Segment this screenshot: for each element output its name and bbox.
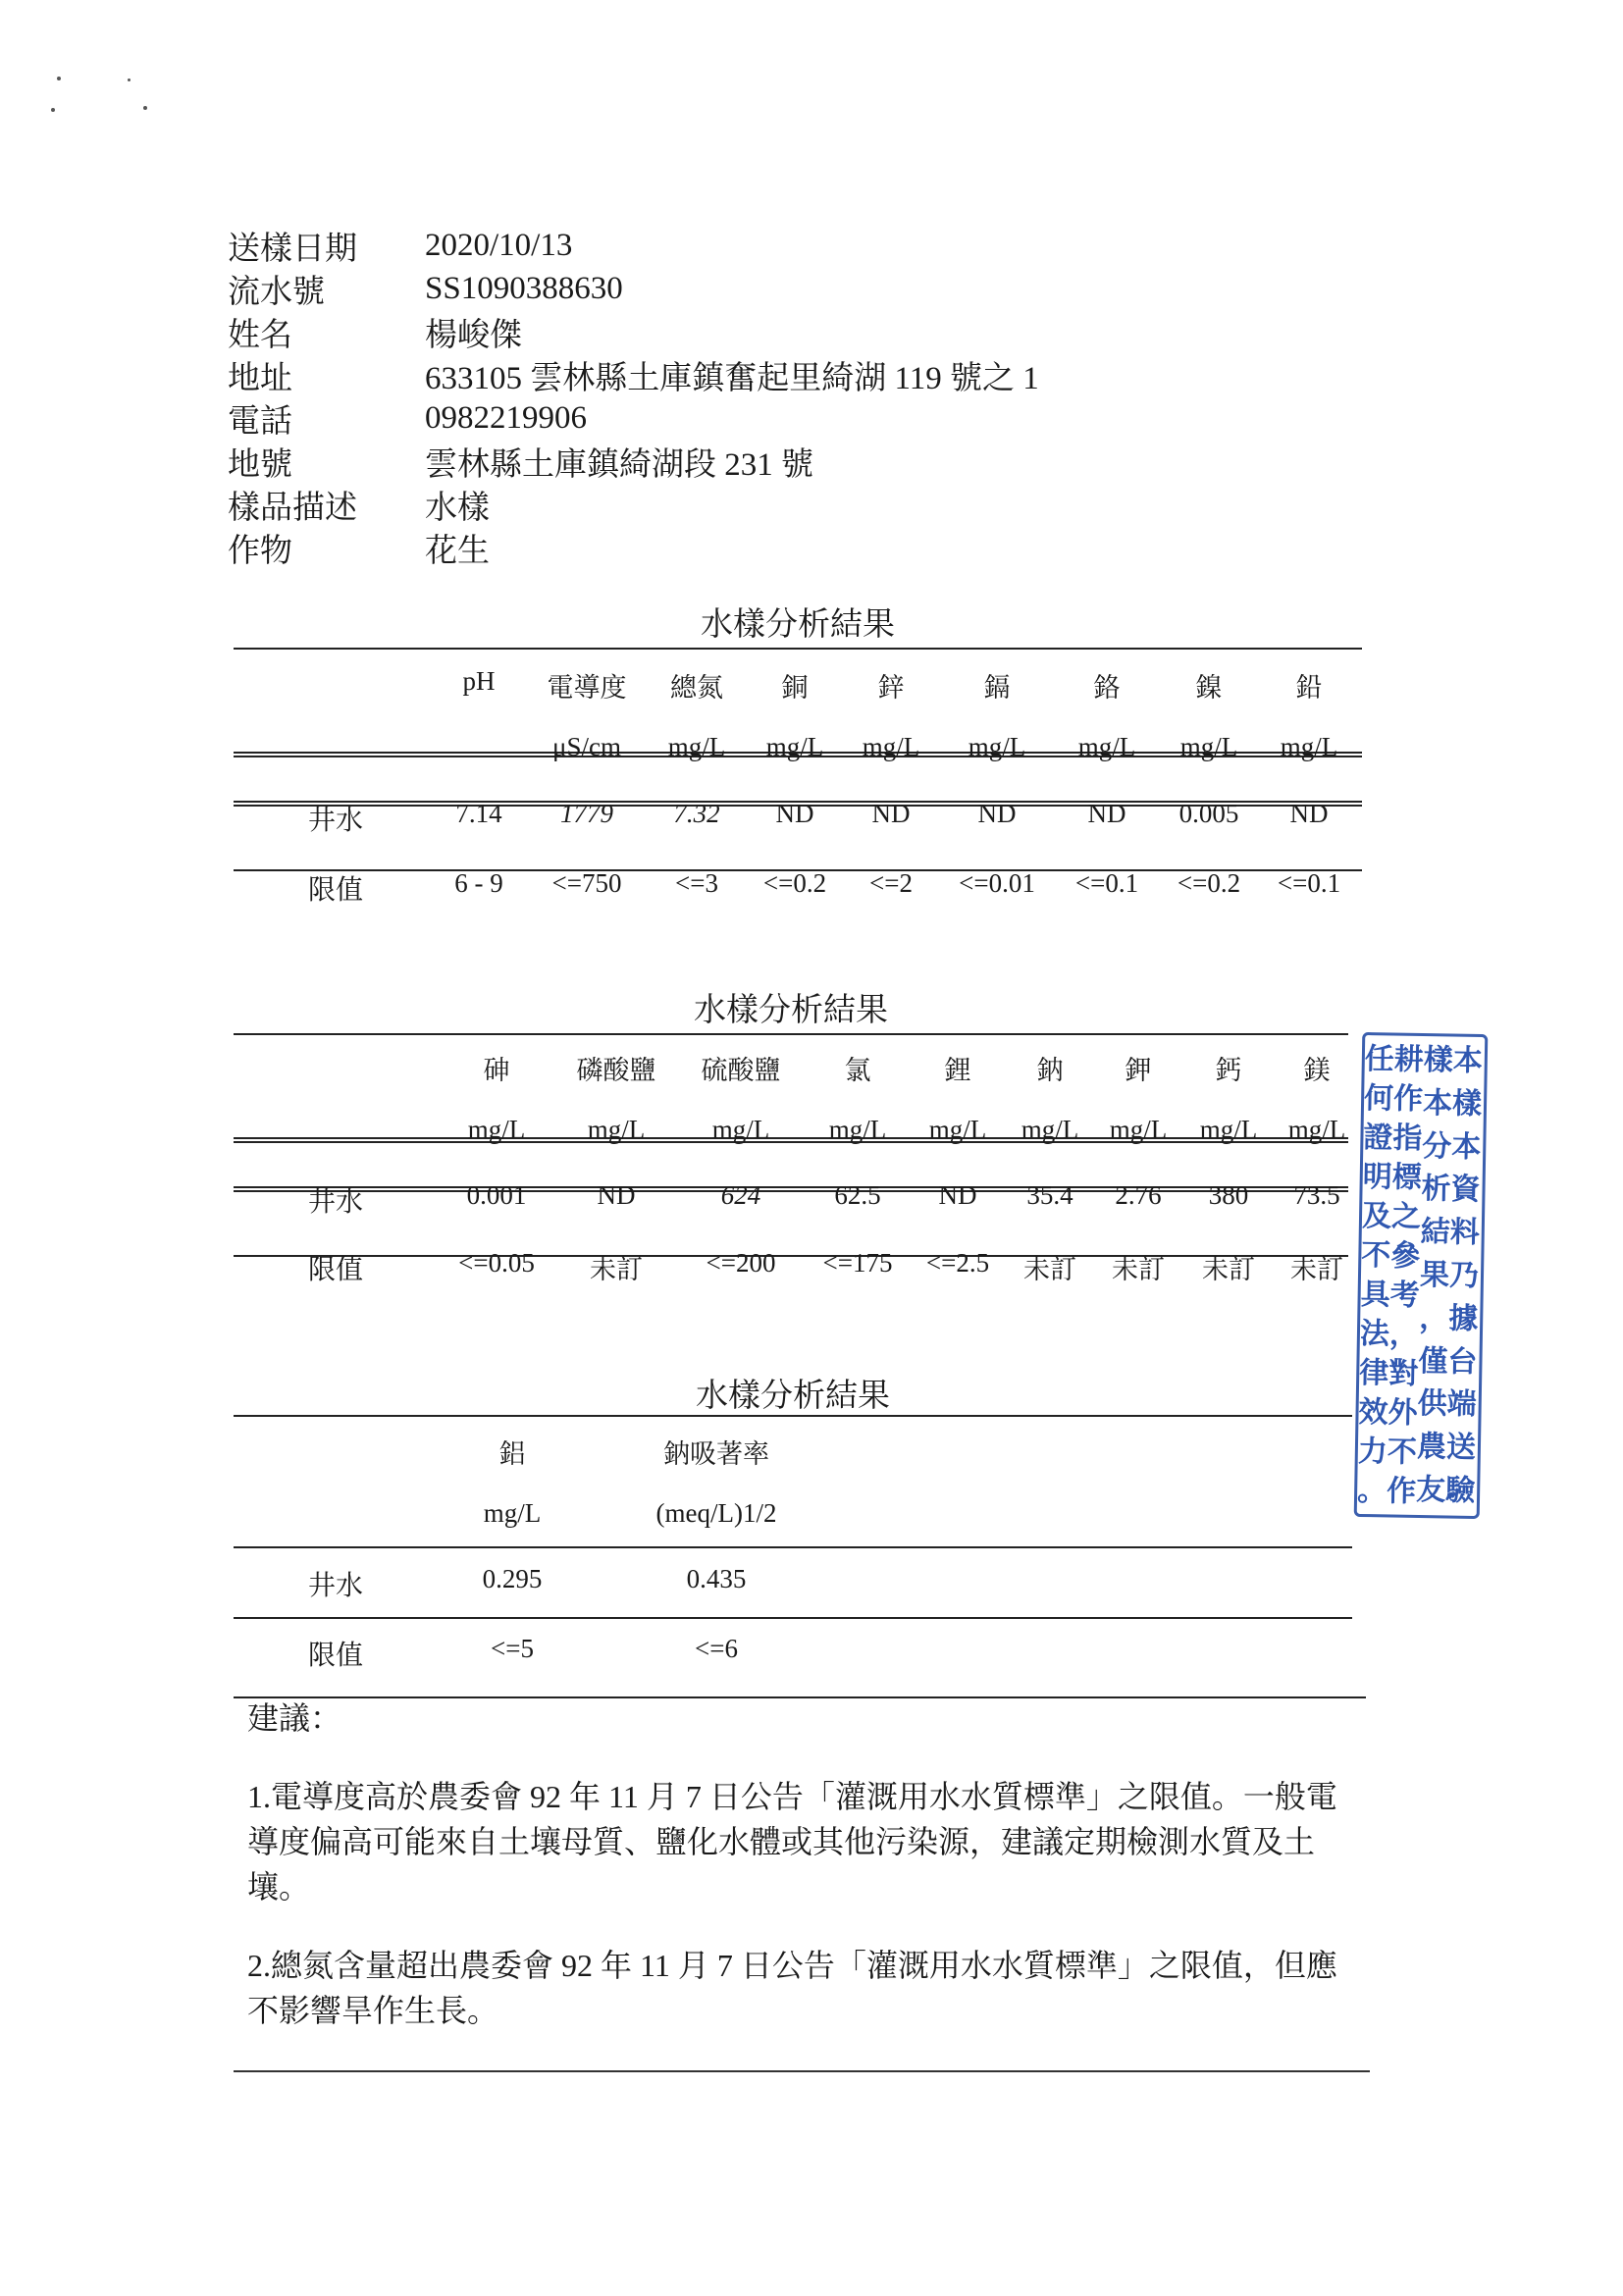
stamp-char: 外 xyxy=(1387,1395,1418,1431)
stamp-char: 標 xyxy=(1391,1160,1423,1195)
info-row xyxy=(228,526,1039,569)
table-cell: 624 xyxy=(720,1180,761,1210)
stamp-char: 樣 xyxy=(1423,1043,1454,1078)
stamp-char: 指 xyxy=(1392,1121,1423,1157)
table-rule xyxy=(234,1255,1348,1257)
info-row xyxy=(228,224,1039,267)
stamp-char: 不 xyxy=(1387,1435,1418,1470)
column-unit: mg/L xyxy=(828,1115,887,1144)
column-header: 鋁 xyxy=(498,1439,526,1469)
info-value: 0982219906 xyxy=(425,399,587,436)
column-header: 磷酸鹽 xyxy=(576,1056,656,1085)
stamp-char: 不 xyxy=(1361,1237,1391,1274)
column-unit: mg/L xyxy=(667,732,726,761)
column-unit: mg/L xyxy=(765,732,824,761)
stamp-char: 分 xyxy=(1421,1128,1452,1165)
column-header: 鎂 xyxy=(1303,1056,1331,1085)
stamp-char: 之 xyxy=(1390,1199,1422,1234)
table-cell: <=2.5 xyxy=(925,1248,990,1278)
table-cell: <=0.1 xyxy=(1277,868,1341,898)
info-row xyxy=(228,396,1039,440)
info-label: 地址 xyxy=(228,360,292,396)
table-cell: <=3 xyxy=(675,868,718,898)
table-cell: <=0.1 xyxy=(1074,868,1139,898)
analysis-table-2 xyxy=(234,984,1348,1285)
stamp-char: 任 xyxy=(1364,1041,1395,1077)
stamp-char: 台 xyxy=(1447,1344,1478,1380)
stamp-char: 樣 xyxy=(1451,1086,1483,1122)
row-label: 井水 xyxy=(308,1187,364,1218)
stamp-char: 驗 xyxy=(1444,1473,1476,1508)
column-unit: mg/L xyxy=(467,1115,526,1144)
column-header: 鈉 xyxy=(1036,1056,1064,1085)
info-label: 送樣日期 xyxy=(228,231,357,267)
stamp-char: ， xyxy=(1388,1317,1420,1352)
column-header: 電導度 xyxy=(547,673,627,703)
table-cell: ND xyxy=(938,1180,977,1210)
column-unit: mg/L xyxy=(711,1115,770,1144)
stamp-char: 果 xyxy=(1419,1257,1450,1293)
info-value: 633105 雲林縣土庫鎮奮起里綺湖 119 號之 1 xyxy=(425,360,1039,396)
column-unit: mg/L xyxy=(1179,732,1238,761)
stamp-char: 法 xyxy=(1359,1316,1390,1352)
info-row xyxy=(228,483,1039,526)
column-unit: mg/L xyxy=(587,1115,646,1144)
column-header: 總氮 xyxy=(670,673,723,703)
stamp-char: 送 xyxy=(1445,1430,1477,1466)
column-header: 鉻 xyxy=(1093,673,1121,703)
table-cell: ND xyxy=(871,799,911,828)
stamp-char: 本 xyxy=(1452,1043,1484,1079)
table-title: 水樣分析結果 xyxy=(694,993,888,1028)
column-unit: (meq/L)1/2 xyxy=(655,1498,777,1528)
stamp-char: 析 xyxy=(1421,1172,1451,1207)
table-cell: <=2 xyxy=(869,868,913,898)
column-header: 鋰 xyxy=(944,1056,971,1085)
table-cell: <=200 xyxy=(706,1248,776,1278)
column-header: 鈣 xyxy=(1215,1056,1242,1085)
table-cell: ND xyxy=(1289,799,1329,828)
column-header: 硫酸鹽 xyxy=(701,1056,781,1085)
table-rule xyxy=(234,1617,1352,1619)
advice-item-2: 2.總氮含量超出農委會 92 年 11 月 7 日公告「灌溉用水水質標準」之限值，但應不影響旱作生長。 xyxy=(247,1948,1337,2028)
table-title: 水樣分析結果 xyxy=(701,607,895,643)
table-cell: 73.5 xyxy=(1293,1180,1340,1210)
table-cell: 7.32 xyxy=(673,799,720,828)
info-row xyxy=(228,267,1039,310)
sample-info xyxy=(228,224,1039,569)
table-rule xyxy=(234,1033,1348,1035)
info-label: 樣品描述 xyxy=(228,490,357,526)
stamp-char: 料 xyxy=(1449,1215,1481,1251)
table-cell: 62.5 xyxy=(834,1180,881,1210)
table-cell: 1779 xyxy=(560,799,613,828)
table-cell: 35.4 xyxy=(1026,1180,1073,1210)
column-unit: mg/L xyxy=(483,1498,542,1528)
column-unit: mg/L xyxy=(1199,1115,1258,1144)
info-label: 電話 xyxy=(228,403,292,440)
disclaimer-stamp xyxy=(1354,1032,1489,1519)
stamp-char: 力 xyxy=(1357,1434,1388,1470)
column-unit: mg/L xyxy=(968,732,1026,761)
column-unit: mg/L xyxy=(1287,1115,1346,1144)
row-label: 井水 xyxy=(308,1571,364,1601)
row-label: 限值 xyxy=(308,875,364,906)
column-unit: mg/L xyxy=(862,732,920,761)
table-cell: <=0.01 xyxy=(959,868,1035,898)
table-cell: ND xyxy=(775,799,814,828)
advice-section xyxy=(247,1696,1366,2066)
column-header: 鎘 xyxy=(983,673,1011,703)
table-cell: 380 xyxy=(1208,1180,1249,1210)
stamp-char: ， xyxy=(1418,1300,1449,1336)
table-rule xyxy=(234,1137,1348,1143)
stamp-char: 對 xyxy=(1387,1356,1419,1391)
info-row xyxy=(228,353,1039,396)
table-cell: ND xyxy=(597,1180,636,1210)
stamp-char: 資 xyxy=(1450,1172,1481,1208)
stamp-char: 何 xyxy=(1363,1080,1394,1117)
column-header: pH xyxy=(462,666,496,696)
stamp-char: 供 xyxy=(1417,1386,1448,1422)
stamp-char: 。 xyxy=(1356,1473,1387,1509)
column-header: 鉛 xyxy=(1295,673,1323,703)
column-header: 鉀 xyxy=(1125,1056,1152,1085)
stamp-char: 乃 xyxy=(1448,1258,1480,1294)
info-value: SS1090388630 xyxy=(425,270,623,306)
stamp-char: 耕 xyxy=(1393,1042,1425,1078)
table-cell: 0.435 xyxy=(686,1564,747,1593)
column-unit: mg/L xyxy=(1077,732,1136,761)
stamp-char: 明 xyxy=(1362,1159,1393,1195)
stamp-char: 作 xyxy=(1392,1081,1424,1118)
table-rule xyxy=(234,1415,1352,1417)
advice-item-1: 1.電導度高於農委會 92 年 11 月 7 日公告「灌溉用水水質標準」之限值。一般電導度偏高可能來自土壤母質、鹽化水體或其他污染源，建議定期檢測水質及土壤。 xyxy=(247,1779,1337,1905)
stamp-char: 本 xyxy=(1422,1085,1453,1122)
advice-label: 建議： xyxy=(247,1700,342,1736)
stamp-char: 結 xyxy=(1420,1215,1451,1250)
column-unit: mg/L xyxy=(1021,1115,1079,1144)
table-cell: 2.76 xyxy=(1115,1180,1162,1210)
table-cell: 7.14 xyxy=(455,799,502,828)
stamp-char: 作 xyxy=(1386,1474,1417,1509)
table-rule xyxy=(234,1186,1348,1192)
table-cell: <=750 xyxy=(551,868,622,898)
table-cell: 6 - 9 xyxy=(454,868,503,898)
table-rule xyxy=(234,648,1362,650)
stamp-char: 據 xyxy=(1447,1301,1479,1336)
info-label: 作物 xyxy=(228,533,292,569)
stamp-char: 具 xyxy=(1360,1277,1390,1313)
table-title: 水樣分析結果 xyxy=(696,1379,890,1414)
column-header: 氯 xyxy=(844,1056,871,1085)
column-unit: mg/L xyxy=(1280,732,1338,761)
table-cell: 0.295 xyxy=(482,1564,543,1593)
table-rule xyxy=(234,1546,1352,1548)
stamp-char: 友 xyxy=(1415,1472,1446,1508)
info-label: 地號 xyxy=(228,446,292,483)
info-value: 水樣 xyxy=(425,490,490,526)
stamp-char: 律 xyxy=(1358,1355,1389,1391)
stamp-char: 證 xyxy=(1363,1120,1393,1156)
column-unit: mg/L xyxy=(928,1115,987,1144)
stamp-char: 參 xyxy=(1390,1238,1421,1274)
table-cell: 未訂 xyxy=(1023,1255,1076,1284)
table-cell: <=6 xyxy=(695,1634,738,1663)
column-header: 鋅 xyxy=(877,673,905,703)
stamp-char: 及 xyxy=(1361,1198,1392,1234)
table-cell: 未訂 xyxy=(1202,1255,1255,1284)
table-cell: <=5 xyxy=(491,1634,534,1663)
table-cell: ND xyxy=(1087,799,1126,828)
column-unit: μS/cm xyxy=(552,732,621,761)
analysis-table-1 xyxy=(234,599,1362,906)
info-value: 2020/10/13 xyxy=(425,227,573,263)
row-label: 井水 xyxy=(308,806,364,836)
info-row xyxy=(228,310,1039,353)
info-value: 楊峻傑 xyxy=(425,317,522,353)
info-row xyxy=(228,440,1039,483)
column-header: 鎳 xyxy=(1195,673,1223,703)
bottom-rule xyxy=(234,2070,1370,2072)
column-header: 鈉吸著率 xyxy=(663,1439,769,1469)
table-cell: 未訂 xyxy=(590,1255,643,1284)
column-unit: mg/L xyxy=(1109,1115,1168,1144)
table-cell: <=0.05 xyxy=(458,1248,535,1278)
analysis-table-3 xyxy=(234,1370,1352,1706)
stamp-char: 端 xyxy=(1446,1386,1478,1423)
stamp-char: 僅 xyxy=(1418,1343,1448,1380)
info-value: 雲林縣土庫鎮綺湖段 231 號 xyxy=(425,446,813,483)
table-cell: 未訂 xyxy=(1290,1255,1343,1284)
column-header: 銅 xyxy=(781,673,809,703)
table-cell: <=0.2 xyxy=(762,868,827,898)
row-label: 限值 xyxy=(308,1641,364,1671)
table-cell: 0.005 xyxy=(1178,799,1239,828)
stamp-char: 效 xyxy=(1358,1394,1388,1431)
stamp-char: 本 xyxy=(1450,1129,1482,1165)
info-value: 花生 xyxy=(425,533,490,569)
stamp-char: 考 xyxy=(1389,1278,1420,1313)
table-cell: ND xyxy=(977,799,1017,828)
stamp-char: 農 xyxy=(1416,1430,1447,1465)
table-cell: 未訂 xyxy=(1112,1255,1165,1284)
info-label: 姓名 xyxy=(228,317,292,353)
table-cell: 0.001 xyxy=(466,1180,527,1210)
column-header: 砷 xyxy=(483,1056,510,1085)
table-cell: <=0.2 xyxy=(1177,868,1241,898)
row-label: 限值 xyxy=(308,1255,364,1285)
table-cell: <=175 xyxy=(822,1248,893,1278)
info-label: 流水號 xyxy=(228,274,325,310)
